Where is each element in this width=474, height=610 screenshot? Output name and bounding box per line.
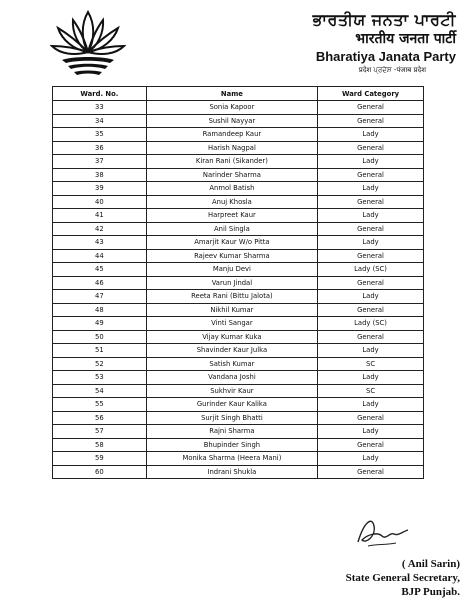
table-row bbox=[53, 114, 424, 128]
state-unit-subtitle: प्रदेश ਪ੍ਰਦੇਸ਼ -पंजाब प्रदेश bbox=[358, 66, 426, 74]
table-row bbox=[53, 303, 424, 317]
cell-ward-no: 47 bbox=[53, 290, 147, 304]
cell-ward-no: 40 bbox=[53, 195, 147, 209]
table-row bbox=[53, 236, 424, 250]
ward-candidates-table bbox=[52, 86, 424, 479]
table-row bbox=[53, 276, 424, 290]
table-row bbox=[53, 263, 424, 277]
lotus-logo-icon bbox=[48, 6, 128, 80]
cell-name: Indrani Shukla bbox=[146, 465, 317, 479]
signatory-organisation: BJP Punjab. bbox=[401, 586, 460, 598]
cell-ward-no: 49 bbox=[53, 317, 147, 331]
table-row bbox=[53, 452, 424, 466]
signature-image bbox=[352, 512, 412, 552]
table-row bbox=[53, 101, 424, 115]
cell-ward-no: 39 bbox=[53, 182, 147, 196]
cell-ward-no: 36 bbox=[53, 141, 147, 155]
party-name-hindi: भारतीय जनता पार्टी bbox=[355, 31, 456, 47]
cell-name: Anuj Khosla bbox=[146, 195, 317, 209]
table-row bbox=[53, 330, 424, 344]
cell-name: Vinti Sangar bbox=[146, 317, 317, 331]
cell-ward-category: SC bbox=[318, 384, 424, 398]
table-row bbox=[53, 141, 424, 155]
cell-name: Anmol Batish bbox=[146, 182, 317, 196]
cell-ward-category: General bbox=[318, 249, 424, 263]
table-row bbox=[53, 222, 424, 236]
cell-ward-category: General bbox=[318, 411, 424, 425]
cell-ward-category: Lady bbox=[318, 209, 424, 223]
cell-ward-no: 38 bbox=[53, 168, 147, 182]
cell-name: Satish Kumar bbox=[146, 357, 317, 371]
cell-ward-category: General bbox=[318, 195, 424, 209]
cell-ward-no: 43 bbox=[53, 236, 147, 250]
table-row bbox=[53, 168, 424, 182]
cell-ward-no: 35 bbox=[53, 128, 147, 142]
cell-name: Amarjit Kaur W/o Pitta bbox=[146, 236, 317, 250]
cell-ward-category: General bbox=[318, 303, 424, 317]
cell-ward-category: Lady bbox=[318, 398, 424, 412]
cell-name: Monika Sharma (Heera Mani) bbox=[146, 452, 317, 466]
table-row bbox=[53, 357, 424, 371]
cell-ward-no: 42 bbox=[53, 222, 147, 236]
cell-ward-category: Lady bbox=[318, 452, 424, 466]
cell-ward-category: Lady bbox=[318, 182, 424, 196]
table-row bbox=[53, 398, 424, 412]
cell-ward-category: General bbox=[318, 101, 424, 115]
table-row bbox=[53, 209, 424, 223]
table-header-row bbox=[53, 87, 424, 101]
cell-name: Sukhvir Kaur bbox=[146, 384, 317, 398]
table-row bbox=[53, 128, 424, 142]
table-row bbox=[53, 384, 424, 398]
cell-ward-category: General bbox=[318, 276, 424, 290]
party-header bbox=[313, 10, 456, 75]
cell-ward-category: Lady (SC) bbox=[318, 317, 424, 331]
party-name-punjabi: ਭਾਰਤੀਯ ਜਨਤਾ ਪਾਰਟੀ bbox=[312, 10, 456, 29]
table-row bbox=[53, 371, 424, 385]
party-name-english: Bharatiya Janata Party bbox=[315, 49, 456, 64]
table-row bbox=[53, 438, 424, 452]
signatory-name: ( Anil Sarin) bbox=[401, 558, 460, 570]
cell-name: Sushil Nayyar bbox=[146, 114, 317, 128]
cell-ward-category: General bbox=[318, 168, 424, 182]
cell-ward-no: 34 bbox=[53, 114, 147, 128]
table-row bbox=[53, 344, 424, 358]
cell-ward-category: Lady bbox=[318, 290, 424, 304]
cell-name: Ramandeep Kaur bbox=[146, 128, 317, 142]
table-row bbox=[53, 155, 424, 169]
cell-ward-category: Lady bbox=[318, 236, 424, 250]
cell-name: Nikhil Kumar bbox=[146, 303, 317, 317]
cell-ward-no: 33 bbox=[53, 101, 147, 115]
cell-ward-category: General bbox=[318, 465, 424, 479]
table-row bbox=[53, 465, 424, 479]
table-row bbox=[53, 317, 424, 331]
cell-ward-no: 54 bbox=[53, 384, 147, 398]
cell-ward-category: General bbox=[318, 438, 424, 452]
cell-ward-no: 59 bbox=[53, 452, 147, 466]
cell-ward-category: Lady bbox=[318, 344, 424, 358]
cell-ward-no: 37 bbox=[53, 155, 147, 169]
cell-name: Reeta Rani (Bittu Jalota) bbox=[146, 290, 317, 304]
cell-ward-no: 41 bbox=[53, 209, 147, 223]
cell-ward-category: Lady bbox=[318, 155, 424, 169]
column-header-ward-no: Ward. No. bbox=[53, 87, 147, 101]
table-row bbox=[53, 425, 424, 439]
table-row bbox=[53, 411, 424, 425]
cell-ward-no: 52 bbox=[53, 357, 147, 371]
cell-ward-no: 46 bbox=[53, 276, 147, 290]
signatory-designation: State General Secretary, bbox=[345, 572, 460, 584]
table-row bbox=[53, 290, 424, 304]
cell-ward-no: 45 bbox=[53, 263, 147, 277]
table-row bbox=[53, 249, 424, 263]
cell-name: Rajni Sharma bbox=[146, 425, 317, 439]
column-header-ward-category: Ward Category bbox=[318, 87, 424, 101]
signatory-block bbox=[346, 557, 460, 599]
cell-ward-category: Lady (SC) bbox=[318, 263, 424, 277]
cell-ward-category: General bbox=[318, 141, 424, 155]
cell-name: Vandana Joshi bbox=[146, 371, 317, 385]
cell-name: Kiran Rani (Sikander) bbox=[146, 155, 317, 169]
cell-name: Harish Nagpal bbox=[146, 141, 317, 155]
cell-name: Surjit Singh Bhatti bbox=[146, 411, 317, 425]
cell-ward-category: Lady bbox=[318, 371, 424, 385]
cell-ward-category: General bbox=[318, 114, 424, 128]
cell-ward-no: 56 bbox=[53, 411, 147, 425]
table-row bbox=[53, 182, 424, 196]
column-header-name: Name bbox=[146, 87, 317, 101]
cell-name: Gurinder Kaur Kalika bbox=[146, 398, 317, 412]
cell-name: Vijay Kumar Kuka bbox=[146, 330, 317, 344]
cell-name: Varun Jindal bbox=[146, 276, 317, 290]
cell-ward-no: 55 bbox=[53, 398, 147, 412]
cell-ward-category: Lady bbox=[318, 128, 424, 142]
cell-ward-no: 53 bbox=[53, 371, 147, 385]
cell-ward-no: 60 bbox=[53, 465, 147, 479]
cell-name: Narinder Sharma bbox=[146, 168, 317, 182]
cell-ward-category: Lady bbox=[318, 425, 424, 439]
cell-name: Harpreet Kaur bbox=[146, 209, 317, 223]
cell-name: Bhupinder Singh bbox=[146, 438, 317, 452]
cell-ward-no: 44 bbox=[53, 249, 147, 263]
cell-ward-no: 51 bbox=[53, 344, 147, 358]
cell-name: Anil Singla bbox=[146, 222, 317, 236]
table-body bbox=[53, 101, 424, 479]
cell-name: Rajeev Kumar Sharma bbox=[146, 249, 317, 263]
cell-ward-category: SC bbox=[318, 357, 424, 371]
cell-name: Manju Devi bbox=[146, 263, 317, 277]
cell-ward-category: General bbox=[318, 330, 424, 344]
cell-ward-no: 48 bbox=[53, 303, 147, 317]
table-row bbox=[53, 195, 424, 209]
cell-ward-no: 57 bbox=[53, 425, 147, 439]
cell-ward-no: 58 bbox=[53, 438, 147, 452]
cell-name: Sonia Kapoor bbox=[146, 101, 317, 115]
cell-name: Shavinder Kaur Julka bbox=[146, 344, 317, 358]
cell-ward-category: General bbox=[318, 222, 424, 236]
cell-ward-no: 50 bbox=[53, 330, 147, 344]
